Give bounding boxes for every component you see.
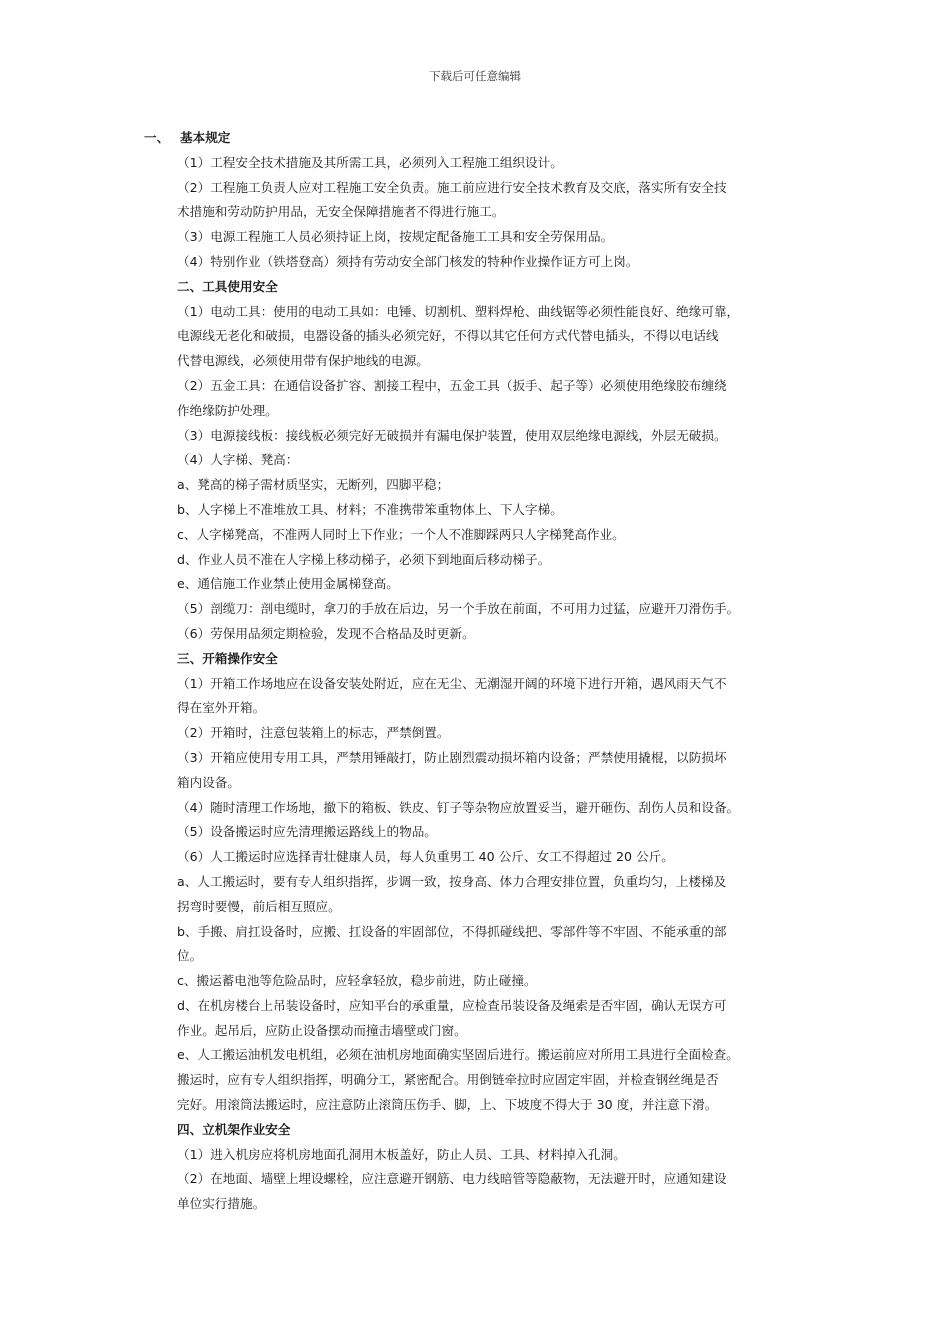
paragraph-line: （2）开箱时，注意包装箱上的标志，严禁倒置。: [177, 725, 450, 741]
paragraph-line: c、搬运蓄电池等危险品时，应轻拿轻放，稳步前进，防止碰撞。: [177, 973, 537, 989]
paragraph-line: b、人字梯上不准堆放工具、材料；不准携带笨重物体上、下人字梯。: [177, 501, 563, 517]
paragraph-line: 作业。起吊后，应防止设备摆动而撞击墙壁或门窗。: [177, 1022, 467, 1038]
paragraph-line: （2）工程施工负责人应对工程施工安全负责。施工前应进行安全技术教育及交底，落实所有安全技: [177, 179, 727, 195]
paragraph-line: （2）五金工具：在通信设备扩容、割接工程中，五金工具（扳手、起子等）必须使用绝缘胶布缠绕: [177, 377, 727, 393]
paragraph-line: （4）随时清理工作场地，撤下的箱板、铁皮、钉子等杂物应放置妥当，避开砸伤、刮伤人员和设备。: [177, 799, 740, 815]
paragraph-line: e、人工搬运油机发电机组，必须在油机房地面确实坚固后进行。搬运前应对所用工具进行全面检查。: [177, 1047, 739, 1063]
paragraph-line: （5）剖缆刀：剖电缆时，拿刀的手放在后边，另一个手放在前面，不可用力过猛，应避开刀滑伤手。: [177, 601, 740, 617]
paragraph-line: 代替电源线，必须使用带有保护地线的电源。: [177, 353, 429, 369]
section-heading: [144, 126, 817, 151]
paragraph-line: 拐弯时要慢，前后相互照应。: [177, 898, 341, 914]
paragraph-line: （1）电动工具：使用的电动工具如：电锤、切割机、塑料焊枪、曲线锯等必须性能良好、绝缘可靠，: [177, 303, 740, 319]
paragraph-line: 位。: [177, 948, 203, 964]
paragraph-line: （1）进入机房应将机房地面孔洞用木板盖好，防止人员、工具、材料掉入孔洞。: [177, 1146, 626, 1162]
paragraph-line: （5）设备搬运时应先清理搬运路线上的物品。: [177, 824, 437, 840]
paragraph-line: 搬运时，应有专人组织指挥，明确分工，紧密配合。用倒链牵拉时应固定牢固，并检查钢丝绳是否: [177, 1072, 719, 1088]
paragraph-line: 术措施和劳动防护用品，无安全保障措施者不得进行施工。: [177, 204, 505, 220]
paragraph-line: 箱内设备。: [177, 774, 240, 790]
paragraph-line: e、通信施工作业禁止使用金属梯登高。: [177, 576, 399, 592]
section-title: 基本规定: [180, 130, 231, 145]
paragraph-line: （1）工程安全技术措施及其所需工具，必须列入工程施工组织设计。: [177, 154, 563, 170]
section-number: 一、: [144, 130, 170, 145]
paragraph-line: 电源线无老化和破损，电器设备的插头必须完好，不得以其它任何方式代替电插头，不得以电话线: [177, 328, 719, 344]
paragraph-line: （2）在地面、墙壁上埋设螺栓，应注意避开钢筋、电力线暗管等隐蔽物，无法避开时，应通知建设: [177, 1171, 727, 1187]
paragraph-line: 单位实行措施。: [177, 1196, 266, 1212]
paragraph-line: （6）劳保用品须定期检验，发现不合格品及时更新。: [177, 625, 475, 641]
paragraph-line: b、手搬、肩扛设备时，应搬、扛设备的牢固部位，不得抓碰线把、零部件等不牢固、不能承重的部: [177, 923, 727, 939]
header-note: 下载后可任意编辑: [429, 69, 521, 83]
paragraph-line: 完好。用滚筒法搬运时，应注意防止滚筒压伤手、脚，上、下坡度不得大于 30 度，并注意下滑。: [177, 1097, 718, 1113]
paragraph-line: a、凳高的梯子需材质坚实，无断列，四脚平稳；: [177, 477, 450, 493]
paragraph-line: （4）特别作业（铁塔登高）须持有劳动安全部门核发的特种作业操作证方可上岗。: [177, 253, 639, 269]
section-heading: 四、立机架作业安全: [177, 1121, 291, 1137]
section-heading: 三、开箱操作安全: [177, 650, 278, 666]
paragraph-line: a、人工搬运时，要有专人组织指挥，步调一致，按身高、体力合理安排位置，负重均匀，上楼梯及: [177, 873, 727, 889]
paragraph-line: （3）开箱应使用专用工具，严禁用锤敲打，防止剧烈震动损坏箱内设备；严禁使用撬棍，以防损坏: [177, 749, 727, 765]
paragraph-line: （6）人工搬运时应选择青壮健康人员，每人负重男工 40 公斤、女工不得超过 20 公斤。: [177, 849, 674, 865]
paragraph-line: c、人字梯凳高，不准两人同时上下作业；一个人不准脚踩两只人字梯凳高作业。: [177, 526, 625, 542]
paragraph-line: （1）开箱工作场地应在设备安装处附近，应在无尘、无潮湿开阔的环境下进行开箱，遇风雨天气不: [177, 675, 727, 691]
paragraph-line: 得在室外开箱。: [177, 700, 266, 716]
section-heading: 二、工具使用安全: [177, 278, 278, 294]
paragraph-line: 作绝缘防护处理。: [177, 402, 278, 418]
paragraph-line: （4）人字梯、凳高：: [177, 452, 299, 468]
paragraph-line: （3）电源接线板：接线板必须完好无破损并有漏电保护装置，使用双层绝缘电源线，外层无破损。: [177, 427, 727, 443]
paragraph-line: （3）电源工程施工人员必须持证上岗，按规定配备施工工具和安全劳保用品。: [177, 229, 614, 245]
paragraph-line: d、在机房楼台上吊装设备时，应知平台的承重量，应检查吊装设备及绳索是否牢固，确认无误方可: [177, 997, 727, 1013]
paragraph-line: d、作业人员不准在人字梯上移动梯子，必须下到地面后移动梯子。: [177, 551, 551, 567]
document-body: [144, 126, 817, 1217]
